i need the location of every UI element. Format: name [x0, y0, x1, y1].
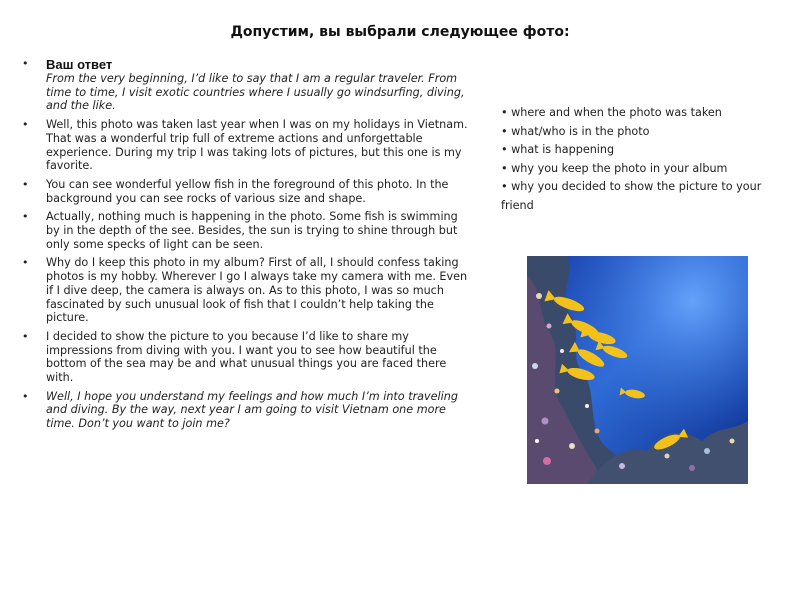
answer-item-intro [18, 57, 474, 113]
prompt-item: • where and when the photo was taken [501, 106, 722, 119]
bullet-icon: • [22, 256, 29, 270]
answer-paragraph: Actually, nothing much is happening in the photo. Some fish is swimming by in the depth of the see. Besides, the sun is trying to shine through but only some specks of light can be seen. [46, 210, 458, 251]
bullet-icon: • [22, 389, 29, 403]
coral-reef-fish-image [527, 256, 748, 484]
underwater-photo [527, 256, 748, 484]
bullet-icon: • [22, 57, 29, 70]
bullet-icon: • [22, 118, 29, 132]
answer-item-what-who [18, 178, 474, 205]
prompt-item: • what is happening [501, 143, 615, 156]
answer-paragraph: I decided to show the picture to you because I’d like to share my impressions from diving with you. I want you to see how beautiful the bottom of the sea may be and what unusual things you are faced there with. [46, 329, 447, 385]
prompt-item: • why you decided to show the picture to your friend [501, 180, 762, 212]
prompt-item: • what/who is in the photo [501, 124, 650, 138]
answer-paragraph: Well, this photo was taken last year when I was on my holidays in Vietnam. That was a wonderful trip full of extreme actions and unforgettable experience. During my trip I was taking lots of pictures, but this one is my favorite. [46, 118, 468, 173]
slide-title: Допустим, вы выбрали следующее фото: [230, 24, 570, 40]
answer-paragraph: Why do I keep this photo in my album? First of all, I should confess taking photos is my hobby. Wherever I go I always take my camera with me. Even if I dive deep, the camera is always on. As to this photo, I was so much fascinated by such unusual look of fish that I couldn’t help taking the picture. [46, 256, 468, 325]
answer-item-why-show [18, 330, 474, 385]
bullet-icon: • [22, 177, 29, 191]
answer-item-why-keep [18, 256, 474, 325]
answer-item-happening [18, 210, 474, 251]
answer-label: Ваш ответ [46, 57, 113, 72]
prompt-item: • why you keep the photo in your album [501, 161, 728, 175]
answer-column [18, 57, 474, 436]
prompt-list [501, 104, 786, 215]
answer-list [18, 57, 474, 431]
bullet-icon: • [22, 329, 29, 343]
answer-closing: Well, I hope you understand my feelings and how much I’m into traveling and diving. By the way, next year I am going to visit Vietnam one more time. Don’t you want to join me? [46, 389, 458, 431]
answer-item-when-where [18, 118, 474, 173]
bullet-icon: • [22, 210, 29, 224]
answer-item-closing [18, 390, 474, 431]
answer-paragraph: You can see wonderful yellow fish in the foreground of this photo. In the background you can see rocks of various size and shape. [46, 177, 449, 205]
answer-intro: From the very beginning, I’d like to say that I am a regular traveler. From time to time, I visit exotic countries where I usually go windsurfing, diving, and the like. [46, 72, 465, 113]
